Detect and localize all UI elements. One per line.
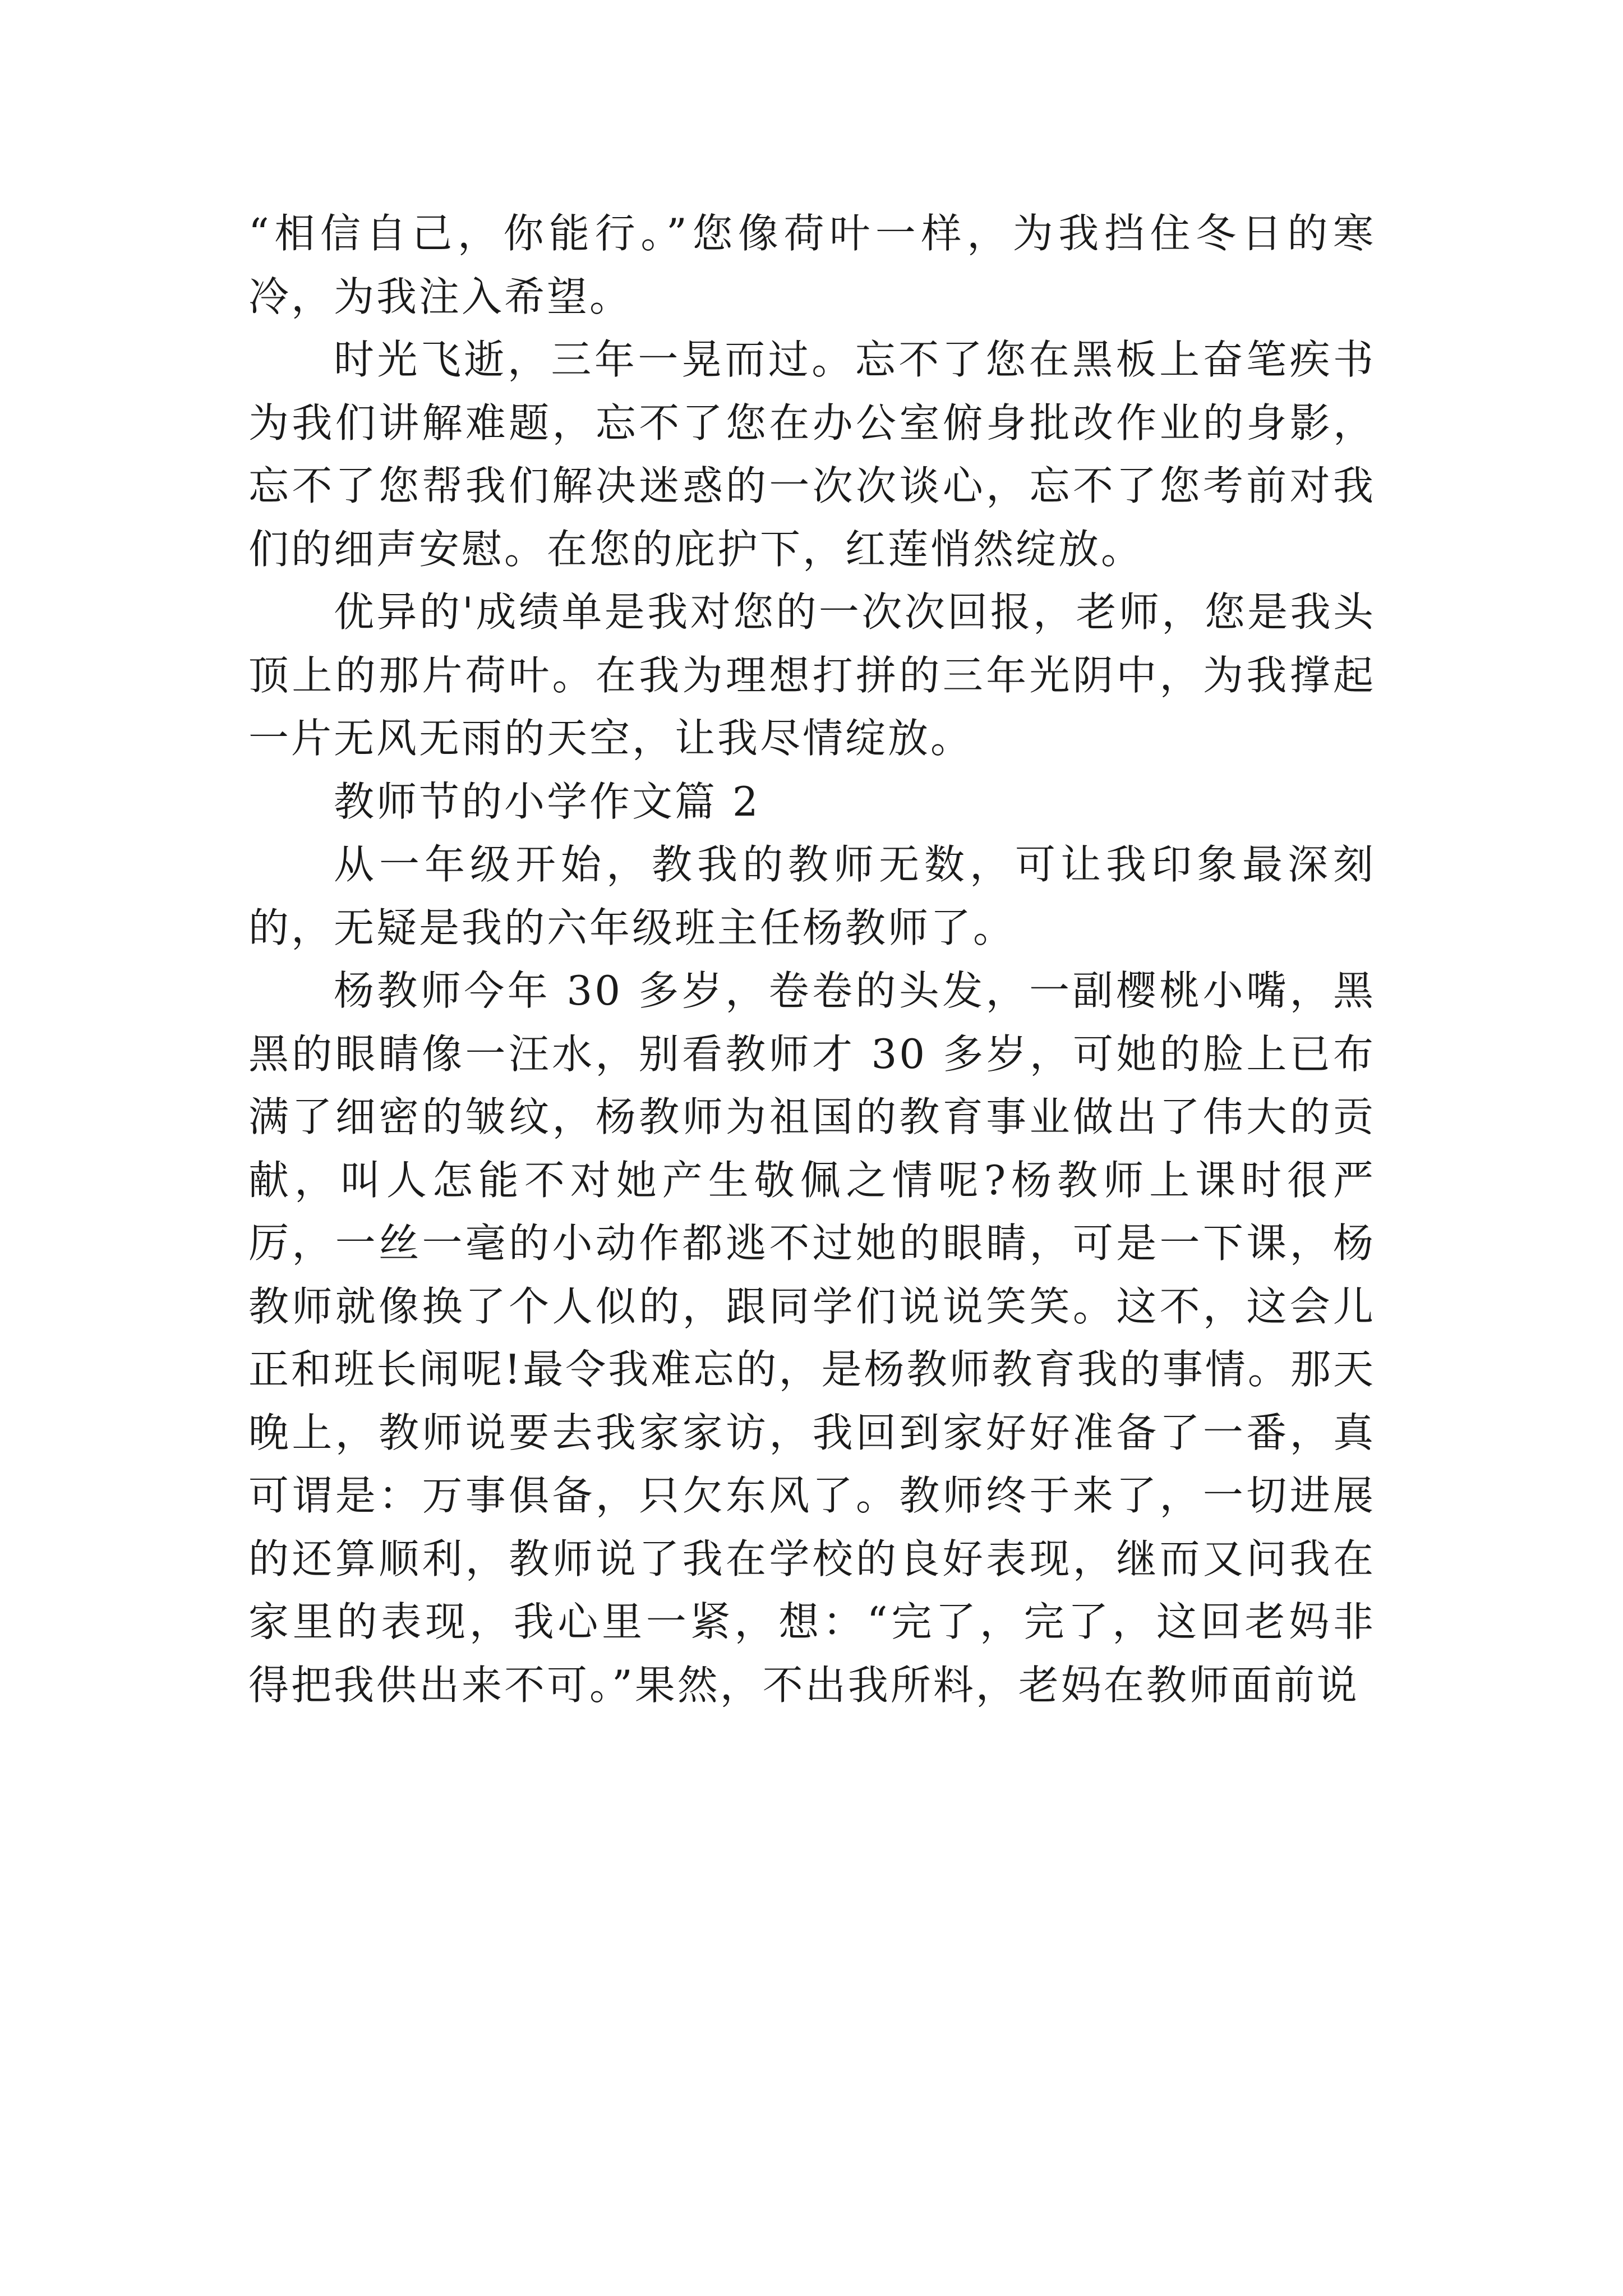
section-heading: 教师节的小学作文篇 2 <box>334 777 760 825</box>
paragraph-1: “相信自己，你能行。”您像荷叶一样，为我挡住冬日的寒冷，为我注入希望。 <box>248 210 1376 320</box>
paragraph-5: 杨教师今年 30 多岁，卷卷的头发，一副樱桃小嘴，黑黑的眼睛像一汪水，别看教师才 30 多岁，可她的脸上已布满了细密的皱纹，杨教师为祖国的教育事业做出了伟大的贡献，叫人怎能不对她产生敬佩之情呢?杨教师上课时很严厉，一丝一毫的小动作都逃不过她的眼睛，可是一下课，杨教师就像换了个人似的，跟同学们说说笑笑。这不，这会儿正和班长闹呢!最令我难忘的，是杨教师教育我的事情。那天晚上，教师说要去我家家访，我回到家好好准备了一番，真可谓是：万事俱备，只欠东风了。教师终于来了，一切进展的还算顺利，教师说了我在学校的良好表现，继而又问我在家里的表现，我心里一紧，想：“完了，完了，这回老妈非得把我供出来不可。”果然，不出我所料，老妈在教师面前说 <box>248 967 1376 1709</box>
paragraph-4: 从一年级开始，教我的教师无数，可让我印象最深刻的，无疑是我的六年级班主任杨教师了。 <box>248 841 1376 951</box>
paragraph-3: 优异的'成绩单是我对您的一次次回报，老师，您是我头顶上的那片荷叶。在我为理想打拼的三年光阴中，为我撑起一片无风无雨的天空，让我尽情绽放。 <box>248 588 1376 762</box>
document-body <box>248 202 1376 1717</box>
paragraph-2: 时光飞逝，三年一晃而过。忘不了您在黑板上奋笔疾书为我们讲解难题，忘不了您在办公室俯身批改作业的身影，忘不了您帮我们解决迷惑的一次次谈心，忘不了您考前对我们的细声安慰。在您的庇护下，红莲悄然绽放。 <box>248 336 1376 573</box>
